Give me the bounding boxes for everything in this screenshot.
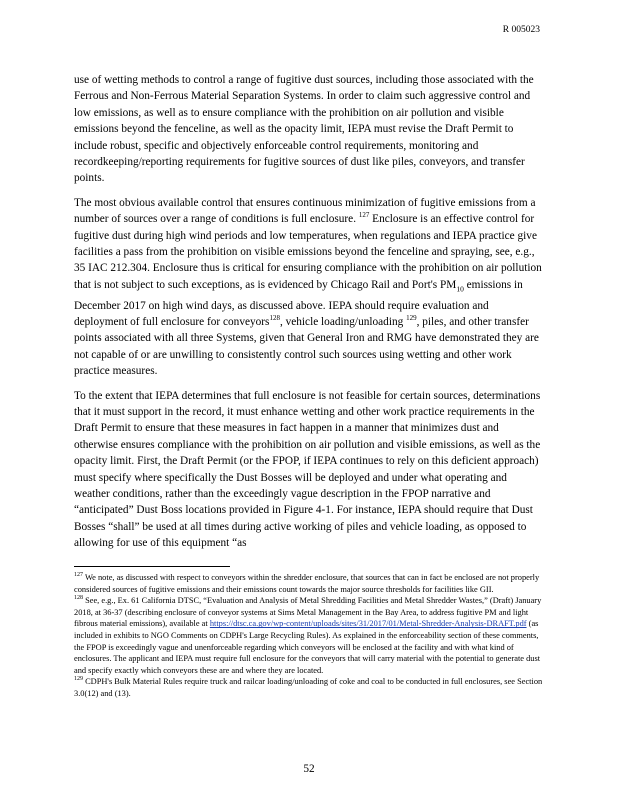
- body-text: [74, 72, 544, 560]
- footnote-ref-127: 127: [358, 211, 370, 220]
- pm10-subscript: 10: [456, 284, 464, 294]
- footnote-ref-128: 128: [269, 314, 280, 323]
- footnote-divider: [74, 566, 230, 567]
- footnote-129: $^{129}$ CDPH's Bulk Material Rules require truck and railcar loading/unloading of coke and coal to be conducted in full enclosures, see Section 3.0(12) and (13).: [74, 676, 543, 698]
- page-number: 52: [303, 763, 315, 775]
- footnote-127: $^{127}$ We note, as discussed with respect to conveyors within the shredder enclosure, that sources that can in fact be enclosed are not properly considered sources of fugitive emissions and their emissions count towards the major source thresholds for facilities like GII.: [74, 572, 540, 594]
- footnotes: [74, 572, 544, 700]
- footnote-128: $^{128}$ See, e.g., Ex. 61 California DTSC, “Evaluation and Analysis of Metal Shredding Facilities and Metal Shredder Wastes,” (Draft) January 2018, at 36-37 (describing enclosure of conveyor systems at Sims Metal Management in the Bay Area, to address fugitive PM and light fibrous material emissions), available at https://dtsc.ca.gov/wp-content/uploads/sites/31/2017/01/Metal-Shredder-Analysis-DRAFT.pdf (as included in exhibits to NGO Comments on CDPH's Large Recycling Rules). As explained in the enforceability section of these comments, the FPOP is exceedingly vague and unenforceable regarding which conveyors will be enclosed at the facility and with what kind of enclosures. The applicant and IEPA must require full enclosure for the conveyors that will carry material with the potential to generate dust and specify exactly which conveyors these are and where they are located.: [74, 595, 542, 675]
- footnote-ref-129: 129: [406, 314, 417, 323]
- paragraph-3: To the extent that IEPA determines that full enclosure is not feasible for certain sources, determinations that it must support in the record, it must enhance wetting and other work practice requirements in the Draft Permit to ensure that these measures in fact happen in a manner that minimizes dust and otherwise ensures compliance with the prohibition on air pollution and visible emissions, as well as the opacity limit. First, the Draft Permit (or the FPOP, if IEPA continues to rely on this deficient approach) must specify where specifically the Dust Bosses will be deployed and under what operating and weather conditions, rather than the exceedingly vague description in the FPOP narrative and “anticipated” Dust Boss locations provided in Figure 4-1. For instance, IEPA should require that Dust Bosses “shall” be used at all times during active working of piles and vehicle loading, as opposed to allowing for use of this equipment “as: [74, 389, 541, 550]
- paragraph-1: use of wetting methods to control a range of fugitive dust sources, including those associated with the Ferrous and Non-Ferrous Material Separation Systems. In order to claim such aggressive control and low emissions, as well as to ensure compliance with the prohibition on air pollution and visible emissions beyond the fenceline, as well as the opacity limit, IEPA must revise the Draft Permit to include robust, specific and objectively enforceable control requirements, monitoring and recordkeeping/reporting requirements for fugitive sources of dust like piles, conveyors, and transfer points.: [74, 74, 534, 185]
- paragraph-2: The most obvious available control that ensures continuous minimization of fugitive emissions from a number of sources over a range of conditions is full enclosure. $^{127}$ Enclosure is an effective control for fugitive dust during high wind periods and low temperatures, when regulations and IEPA practice give facilities a pass from the prohibition on visible emissions beyond the fenceline and spraying, see, e.g., 35 IAC 212.304. Enclosure thus is critical for ensuring compliance with the prohibition on air pollution that is not subject to such exceptions, as is evidenced by Chicago Rail and Port's $PM_{10}$ emissions in December 2017 on high wind days, as discussed above. IEPA should require evaluation and deployment of full enclosure for conveyors$^{128}$, vehicle loading/unloading $^{129}$, piles, and other transfer points associated with all three Systems, given that General Iron and RMG have demonstrated they are not capable of or are unwilling to consistently control such sources using wetting and other work practice measures.: [74, 196, 542, 378]
- dtsc-report-link[interactable]: https://dtsc.ca.gov/wp-content/uploads/sites/31/2017/01/Metal-Shredder-Analysis-DRAFT.pdf: [209, 619, 527, 629]
- bates-number: R 005023: [502, 25, 540, 35]
